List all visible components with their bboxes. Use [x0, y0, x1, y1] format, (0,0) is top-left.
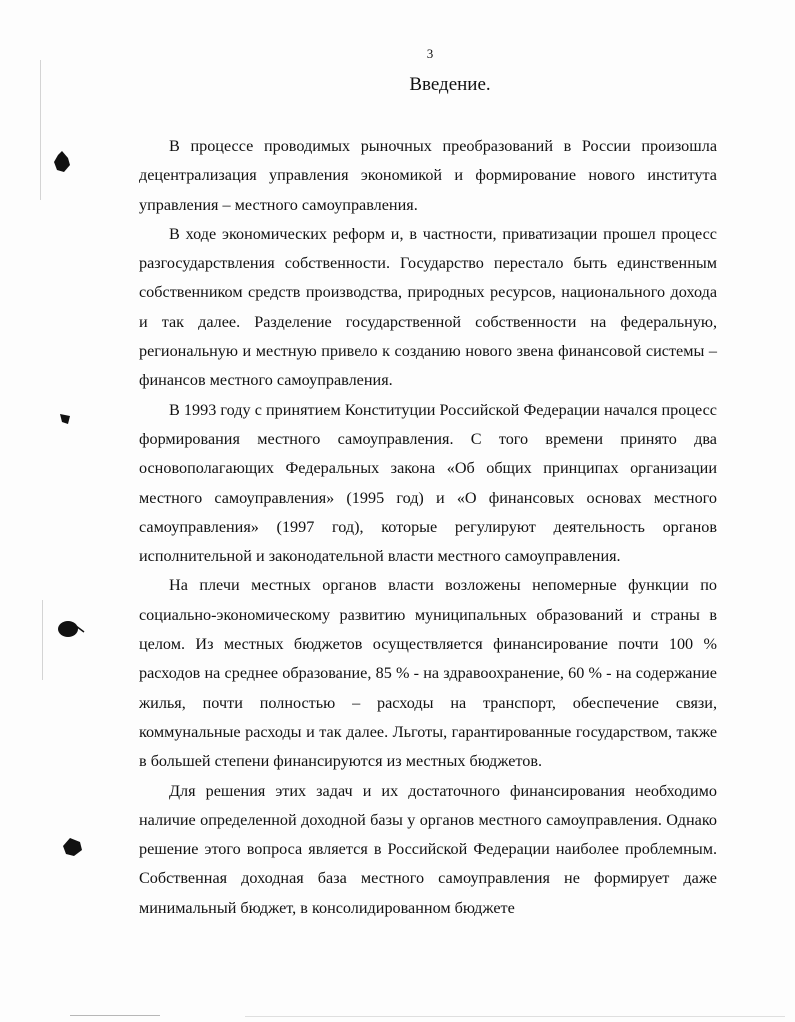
- paragraph: На плечи местных органов власти возложены непомерные функции по социально-экономическому развитию муниципальных образований и страны в целом. Из местных бюджетов осуществляется финансирование почти 100 % расходов на среднее образование, 85 % - на здравоохранение, 60 % - на содержание жилья, почти полностью – расходы на транспорт, обеспечение связи, коммунальные расходы и так далее. Льготы, гарантированные государством, также в большей степени финансируются из местных бюджетов.: [139, 576, 717, 771]
- page-number: 3: [426, 46, 434, 61]
- punch-hole-mark: [60, 836, 84, 858]
- paragraph: В ходе экономических реформ и, в частности, приватизации прошел процесс разгосударствления собственности. Государство перестало быть единственным собственником средств производства, природных ресурсов, национального дохода и так далее. Разделение государственной собственности на федеральную, региональную и местную привело к созданию нового звена финансовой системы – финансов местного самоуправления.: [139, 224, 717, 390]
- paragraph: В 1993 году с принятием Конституции Российской Федерации начался процесс формирования местного самоуправления. С того времени принято два основополагающих Федеральных закона «Об общих принципах организации местного самоуправления» (1995 год) и «О финансовых основах местного самоуправления» (1997 год), которые регулируют деятельность органов исполнительной и законодательной власти местного самоуправления.: [139, 400, 717, 566]
- paragraph: Для решения этих задач и их достаточного финансирования необходимо наличие определенной доходной базы у органов местного самоуправления. Однако решение этого вопроса является в Российской Федерации наиболее проблемным. Собственная доходная база местного самоуправления не формирует даже минимальный бюджет, в консолидированном бюджете: [139, 781, 717, 917]
- scan-bottom-line: [70, 1015, 160, 1016]
- body-text: [139, 132, 717, 923]
- punch-hole-mark: [52, 150, 72, 174]
- section-title: Введение.: [409, 74, 491, 95]
- paragraph: В процессе проводимых рыночных преобразований в России произошла децентрализация управления экономикой и формирование нового института управления – местного самоуправления.: [139, 137, 717, 214]
- scan-edge-line: [42, 600, 43, 680]
- punch-hole-mark: [58, 412, 72, 426]
- scan-edge-line: [40, 60, 41, 200]
- scan-bottom-line: [245, 1016, 785, 1017]
- punch-hole-mark: [56, 618, 86, 640]
